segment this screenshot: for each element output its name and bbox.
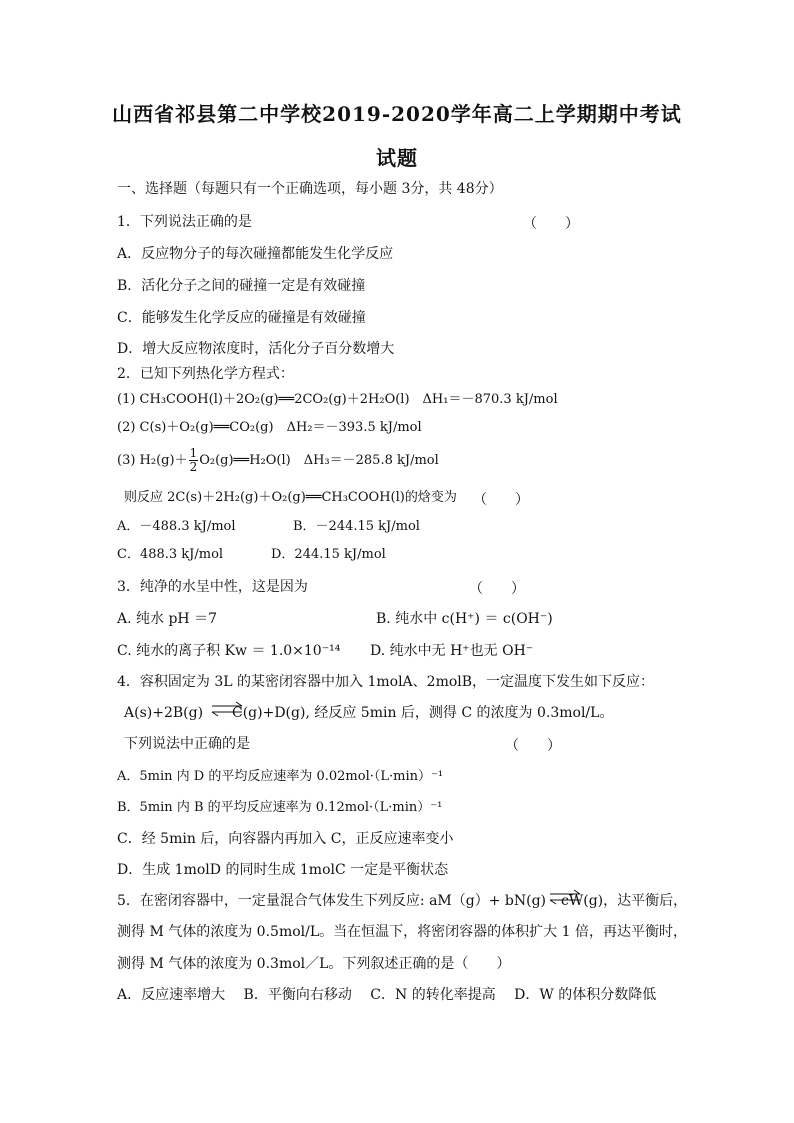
q2-question: 则反应 2C(s)＋2H₂(g)＋O₂(g)══CH₃COOH(l)的焓变为	[124, 490, 457, 505]
q1-option-d: D．增大反应物浓度时，活化分子百分数增大	[117, 341, 395, 357]
q2-equation-3-pre: (3) H₂(g)＋	[117, 453, 188, 468]
q2-stem: 2．已知下列热化学方程式：	[117, 366, 294, 382]
q3-option-a: A. 纯水 pH ＝7	[117, 611, 217, 627]
q2-option-c: C．488.3 kJ/mol	[117, 547, 224, 562]
q3-option-b: B. 纯水中 c(H⁺) ＝ c(OH⁻)	[376, 611, 553, 627]
q5-line3: 测得 M 气体的浓度为 0.3mol／L。下列叙述正确的是（ ）	[117, 956, 511, 972]
fraction-denominator: 2	[189, 460, 198, 474]
q4-question: 下列说法中正确的是	[124, 736, 250, 752]
q3-option-d: D. 纯水中无 H⁺也无 OH⁻	[370, 643, 534, 659]
q3-answer-paren: （ ）	[469, 581, 525, 597]
q1-stem: 1．下列说法正确的是	[117, 214, 252, 230]
q3-option-c: C. 纯水的离子积 Kw ＝ 1.0×10⁻¹⁴	[117, 643, 341, 659]
q5-line2: 测得 M 气体的浓度为 0.5mol/L。当在恒温下，将密闭容器的体积扩大 1 倍，再达平衡时，	[117, 924, 687, 940]
section-heading: 一、选择题（每题只有一个正确选项，每小题 3分，共 48分）	[117, 181, 503, 197]
q5-line1-left: 5．在密闭容器中，一定量混合气体发生下列反应: aM（g）+ bN(g)	[117, 893, 546, 909]
q2-option-b: B．－244.15 kJ/mol	[293, 519, 420, 534]
q2-equation-2: (2) C(s)＋O₂(g)══CO₂(g) ΔH₂＝－393.5 kJ/mol	[117, 420, 422, 435]
q4-option-a: A．5min 内 D 的平均反应速率为 0.02mol·（L·min）⁻¹	[117, 769, 444, 784]
q5-options: A．反应速率增大 B．平衡向右移动 C．N 的转化率提高 D．W 的体积分数降低	[117, 987, 657, 1003]
q2-answer-paren: （ ）	[473, 492, 529, 508]
q3-stem: 3．纯净的水呈中性，这是因为	[117, 579, 308, 595]
q4-stem: 4．容积固定为 3L 的某密闭容器中加入 1molA、2molB，一定温度下发生如下反应：	[117, 674, 655, 690]
half-fraction	[189, 447, 199, 474]
page-title-line1: 山西省祁县第二中学校2019-2020学年高二上学期期中考试	[112, 102, 682, 126]
q1-answer-paren: （ ）	[523, 216, 579, 232]
q4-reaction-left: A(s)+2B(g)	[124, 705, 204, 721]
fraction-numerator: 1	[189, 446, 198, 460]
q2-equation-3-post: O₂(g)══H₂O(l) ΔH₃＝－285.8 kJ/mol	[199, 453, 439, 468]
q2-equation-1: (1) CH₃COOH(l)＋2O₂(g)══2CO₂(g)＋2H₂O(l) ΔH₁＝－870.3 kJ/mol	[117, 392, 558, 407]
q2-option-d: D．244.15 kJ/mol	[271, 547, 386, 562]
q2-equation-3	[117, 447, 439, 474]
page-title-line2: 试题	[376, 146, 418, 170]
q4-reaction-right: C(g)+D(g), 经反应 5min 后，测得 C 的浓度为 0.3mol/L。	[232, 705, 614, 721]
q4-option-c: C．经 5min 后，向容器内再加入 C，正反应速率变小	[117, 831, 454, 847]
q1-option-c: C．能够发生化学反应的碰撞是有效碰撞	[117, 310, 366, 326]
q4-answer-paren: （ ）	[505, 738, 561, 754]
q1-option-a: A．反应物分子的每次碰撞都能发生化学反应	[117, 246, 394, 262]
q1-option-b: B．活化分子之间的碰撞一定是有效碰撞	[117, 278, 366, 294]
q2-option-a: A．－488.3 kJ/mol	[117, 519, 236, 534]
q4-option-b: B．5min 内 B 的平均反应速率为 0.12mol·（L·min）⁻¹	[117, 800, 443, 815]
q4-option-d: D．生成 1molD 的同时生成 1molC 一定是平衡状态	[117, 862, 449, 878]
q5-line1-right: cW(g)，达平衡后，	[561, 893, 688, 909]
